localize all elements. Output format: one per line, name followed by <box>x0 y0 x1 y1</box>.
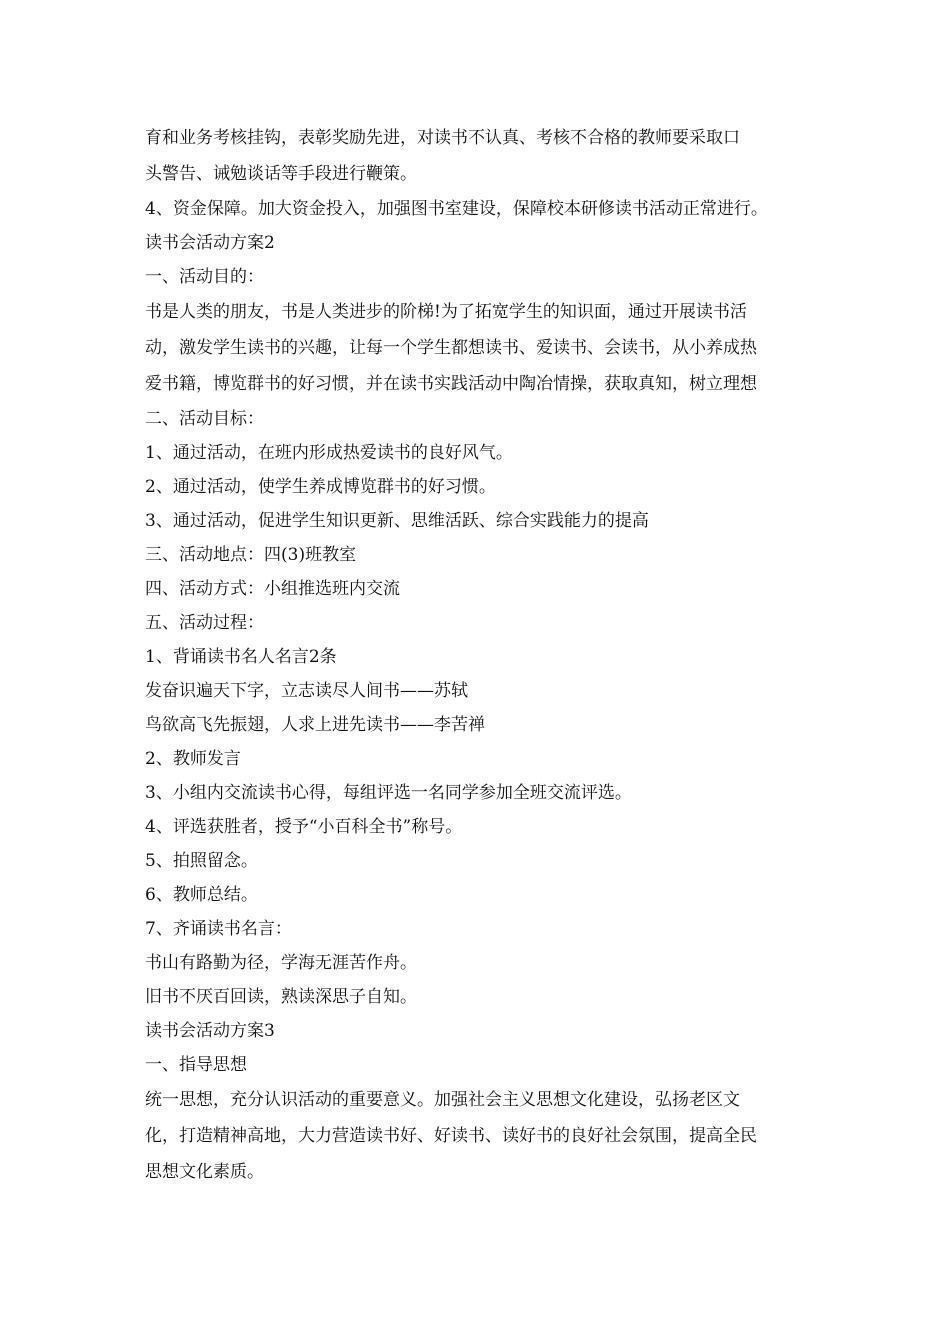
text-line: 爱书籍，博览群书的好习惯，并在读书实践活动中陶冶情操，获取真知，树立理想 <box>145 374 757 394</box>
text-line: 书是人类的朋友，书是人类进步的阶梯!为了拓宽学生的知识面，通过开展读书活 <box>145 302 747 322</box>
text-line: 4、资金保障。加大资金投入，加强图书室建设，保障校本研修读书活动正常进行。 <box>145 199 768 219</box>
text-line: 5、拍照留念。 <box>145 851 258 871</box>
text-line: 化，打造精神高地，大力营造读书好、好读书、读好书的良好社会氛围，提高全民 <box>145 1126 757 1146</box>
list-item <box>145 844 810 878</box>
list-item <box>145 742 810 776</box>
heading-purpose <box>145 260 810 294</box>
text-line: 五、活动过程： <box>145 613 264 633</box>
list-item <box>145 776 810 810</box>
list-item <box>145 912 810 946</box>
text-line: 统一思想，充分认识活动的重要意义。加强社会主义思想文化建设，弘扬老区文 <box>145 1090 740 1110</box>
text-line: 1、背诵读书名人名言2条 <box>145 647 337 667</box>
paragraph-exam-measures <box>145 120 810 192</box>
quote-line <box>145 674 810 708</box>
heading-guiding-idea <box>145 1048 810 1082</box>
list-item <box>145 878 810 912</box>
text-line: 读书会活动方案2 <box>145 233 275 253</box>
list-item <box>145 436 810 470</box>
text-line: 四、活动方式：小组推选班内交流 <box>145 579 400 599</box>
list-item <box>145 810 810 844</box>
text-line: 4、评选获胜者，授予“小百科全书”称号。 <box>145 817 463 837</box>
text-line: 2、通过活动，使学生养成博览群书的好习惯。 <box>145 477 496 497</box>
section-title-plan-2 <box>145 226 810 260</box>
text-line: 读书会活动方案3 <box>145 1021 275 1041</box>
quote-line <box>145 946 810 980</box>
list-item <box>145 470 810 504</box>
heading-method <box>145 572 810 606</box>
paragraph-purpose <box>145 294 810 402</box>
text-line: 鸟欲高飞先振翅，人求上进先读书——李苦禅 <box>145 715 485 735</box>
text-line: 旧书不厌百回读，熟读深思子自知。 <box>145 987 417 1007</box>
text-line: 3、小组内交流读书心得，每组评选一名同学参加全班交流评选。 <box>145 783 632 803</box>
text-line: 育和业务考核挂钩，表彰奖励先进，对读书不认真、考核不合格的教师要采取口 <box>145 128 740 148</box>
text-line: 6、教师总结。 <box>145 885 258 905</box>
paragraph-funding <box>145 192 810 226</box>
heading-process <box>145 606 810 640</box>
text-line: 动，激发学生读书的兴趣，让每一个学生都想读书、爱读书、会读书，从小养成热 <box>145 338 757 358</box>
section-title-plan-3 <box>145 1014 810 1048</box>
text-line: 一、指导思想 <box>145 1055 247 1075</box>
text-line: 发奋识遍天下字，立志读尽人间书——苏轼 <box>145 681 468 701</box>
text-line: 2、教师发言 <box>145 749 241 769</box>
document-body <box>145 120 810 1190</box>
text-line: 1、通过活动，在班内形成热爱读书的良好风气。 <box>145 443 513 463</box>
paragraph-guiding-idea <box>145 1082 810 1190</box>
list-item <box>145 504 810 538</box>
text-line: 头警告、诫勉谈话等手段进行鞭策。 <box>145 164 417 184</box>
text-line: 7、齐诵读书名言： <box>145 919 292 939</box>
text-line: 二、活动目标： <box>145 409 264 429</box>
text-line: 一、活动目的： <box>145 267 264 287</box>
text-line: 思想文化素质。 <box>145 1162 264 1182</box>
list-item <box>145 640 810 674</box>
heading-goals <box>145 402 810 436</box>
text-line: 书山有路勤为径，学海无涯苦作舟。 <box>145 953 417 973</box>
quote-line <box>145 980 810 1014</box>
heading-location <box>145 538 810 572</box>
quote-line <box>145 708 810 742</box>
text-line: 三、活动地点：四(3)班教室 <box>145 545 357 565</box>
text-line: 3、通过活动，促进学生知识更新、思维活跃、综合实践能力的提高 <box>145 511 649 531</box>
